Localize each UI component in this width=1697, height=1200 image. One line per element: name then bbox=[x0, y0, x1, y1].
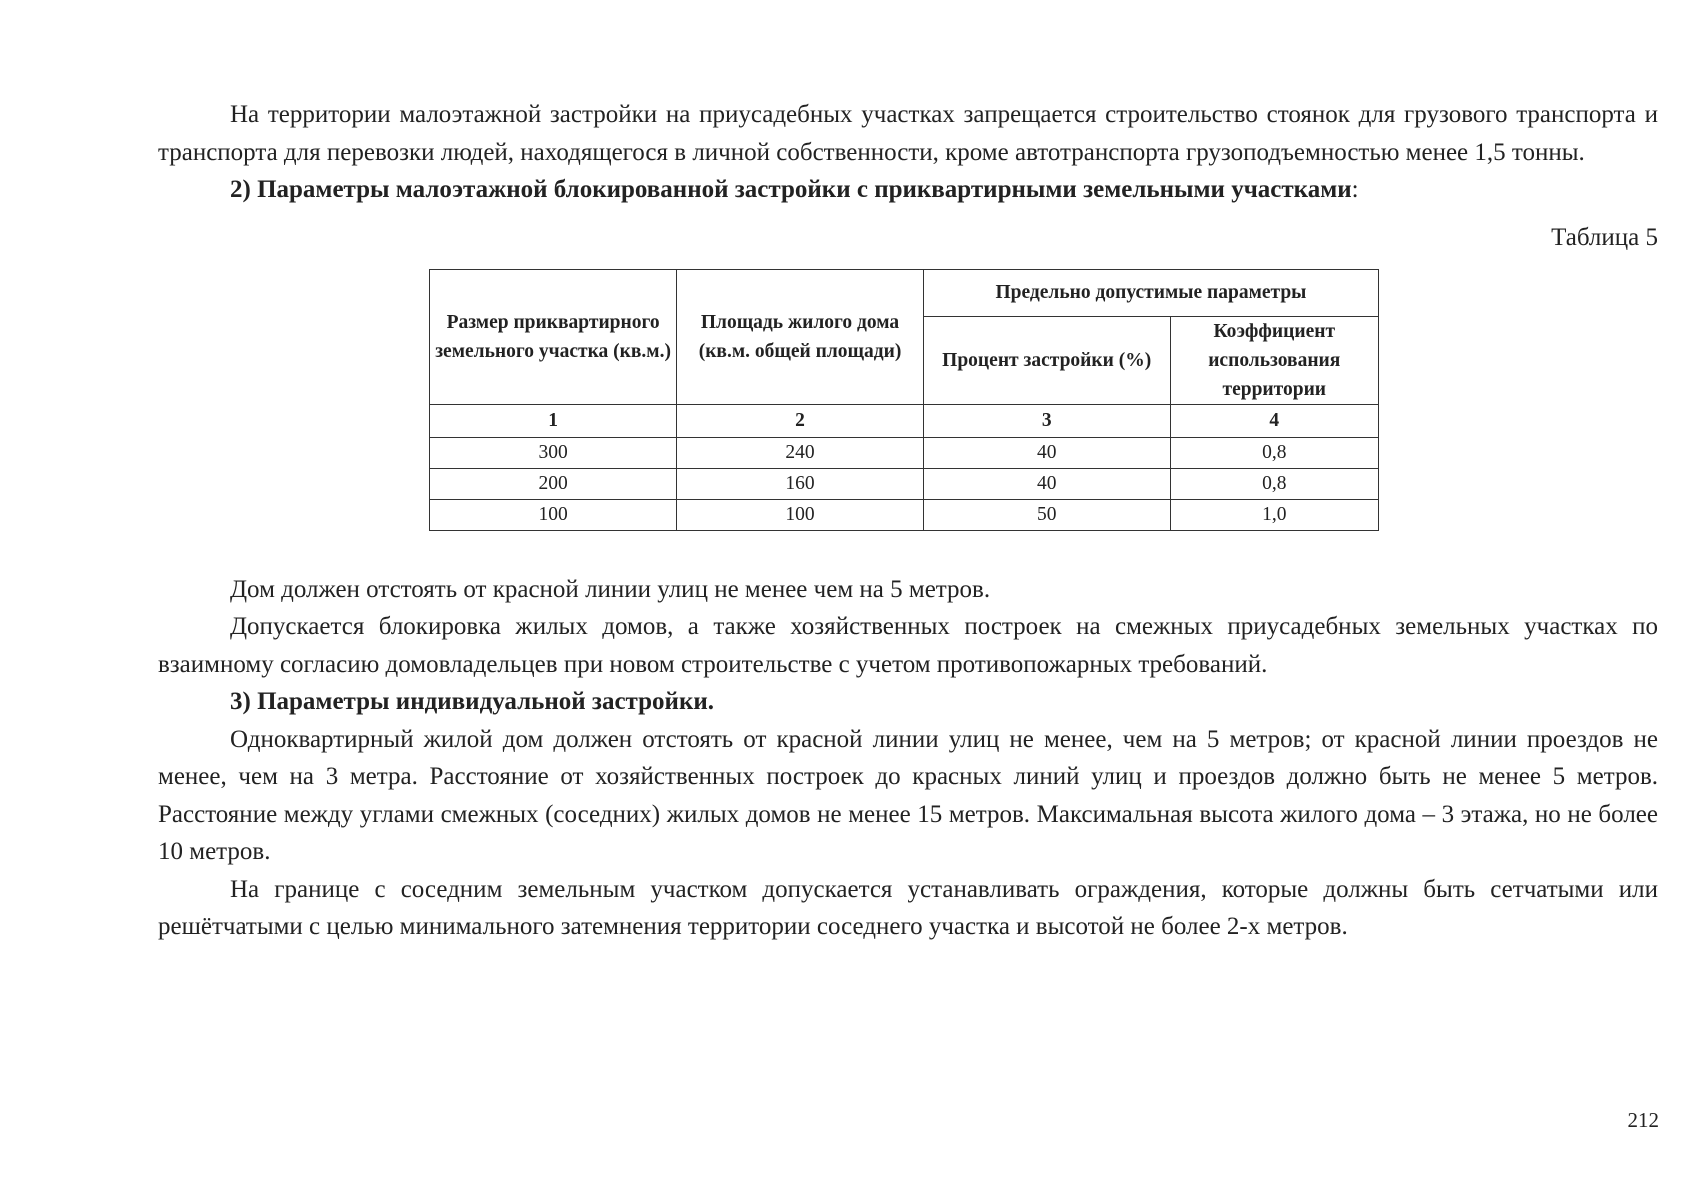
parameters-table bbox=[429, 269, 1379, 531]
column-number: 4 bbox=[1170, 404, 1378, 437]
header-plot-size: Размер приквартирного земельного участка (кв.м.) bbox=[430, 269, 677, 404]
text-column bbox=[158, 96, 1658, 946]
cell-plot-size: 300 bbox=[430, 437, 677, 468]
header-house-area: Площадь жилого дома (кв.м. общей площади) bbox=[677, 269, 924, 404]
paragraph-blocking-allowed: Допускается блокировка жилых домов, а также хозяйственных построек на смежных приусадебных земельных участках по взаимному согласию домовладельцев при новом строительстве с учетом противопожарных требований. bbox=[158, 613, 1658, 678]
section2-heading bbox=[158, 171, 1658, 209]
cell-plot-size: 200 bbox=[430, 468, 677, 499]
column-number: 3 bbox=[923, 404, 1170, 437]
cell-house-area: 240 bbox=[677, 437, 924, 468]
table-row bbox=[430, 437, 1379, 468]
header-limit-parameters: Предельно допустимые параметры bbox=[923, 269, 1378, 316]
cell-land-use-coefficient: 1,0 bbox=[1170, 499, 1378, 530]
cell-building-percent: 40 bbox=[923, 468, 1170, 499]
section2-heading-text: 2) Параметры малоэтажной блокированной застройки с приквартирными земельными участками bbox=[230, 176, 1352, 203]
text-after-table bbox=[158, 571, 1658, 946]
table-column-numbers-row bbox=[430, 404, 1379, 437]
header-building-percent: Процент застройки (%) bbox=[923, 316, 1170, 404]
paragraph-trucks-parking: На территории малоэтажной застройки на приусадебных участках запрещается строительство стоянок для грузового транспорта и транспорта для перевозки людей, находящегося в личной собственности, кроме автотранспорта грузоподъемностью менее 1,5 тонны. bbox=[158, 101, 1658, 166]
table-caption: Таблица 5 bbox=[1551, 223, 1658, 251]
cell-building-percent: 40 bbox=[923, 437, 1170, 468]
section3-heading: 3) Параметры индивидуальной застройки. bbox=[230, 688, 715, 715]
cell-building-percent: 50 bbox=[923, 499, 1170, 530]
column-number: 1 bbox=[430, 404, 677, 437]
header-land-use-coefficient: Коэффициент использования территории bbox=[1170, 316, 1378, 404]
cell-house-area: 100 bbox=[677, 499, 924, 530]
paragraph-fence-rules: На границе с соседним земельным участком допускается устанавливать ограждения, которые должны быть сетчатыми или решётчатыми с целью минимального затемнения территории соседнего участка и высотой не более 2-х метров. bbox=[158, 875, 1658, 940]
table-row bbox=[430, 468, 1379, 499]
cell-house-area: 160 bbox=[677, 468, 924, 499]
section2-heading-colon: : bbox=[1351, 176, 1359, 203]
cell-land-use-coefficient: 0,8 bbox=[1170, 468, 1378, 499]
paragraph-single-family-house: Одноквартирный жилой дом должен отстоять от красной линии улиц не менее, чем на 5 метров; от красной линии проездов не менее, чем на 3 метра. Расстояние от хозяйственных построек до красных линий улиц и проездов должно быть не менее 5 метров. Расстояние между углами смежных (соседних) жилых домов не менее 15 метров. Максимальная высота жилого дома – 3 этажа, но не более 10 метров. bbox=[158, 725, 1658, 865]
paragraph-red-line-distance: Дом должен отстоять от красной линии улиц не менее чем на 5 метров. bbox=[230, 575, 991, 603]
column-number: 2 bbox=[677, 404, 924, 437]
table-row bbox=[430, 499, 1379, 530]
table-header-row-1 bbox=[430, 269, 1379, 316]
cell-plot-size: 100 bbox=[430, 499, 677, 530]
page-number: 212 bbox=[1627, 1108, 1659, 1132]
cell-land-use-coefficient: 0,8 bbox=[1170, 437, 1378, 468]
